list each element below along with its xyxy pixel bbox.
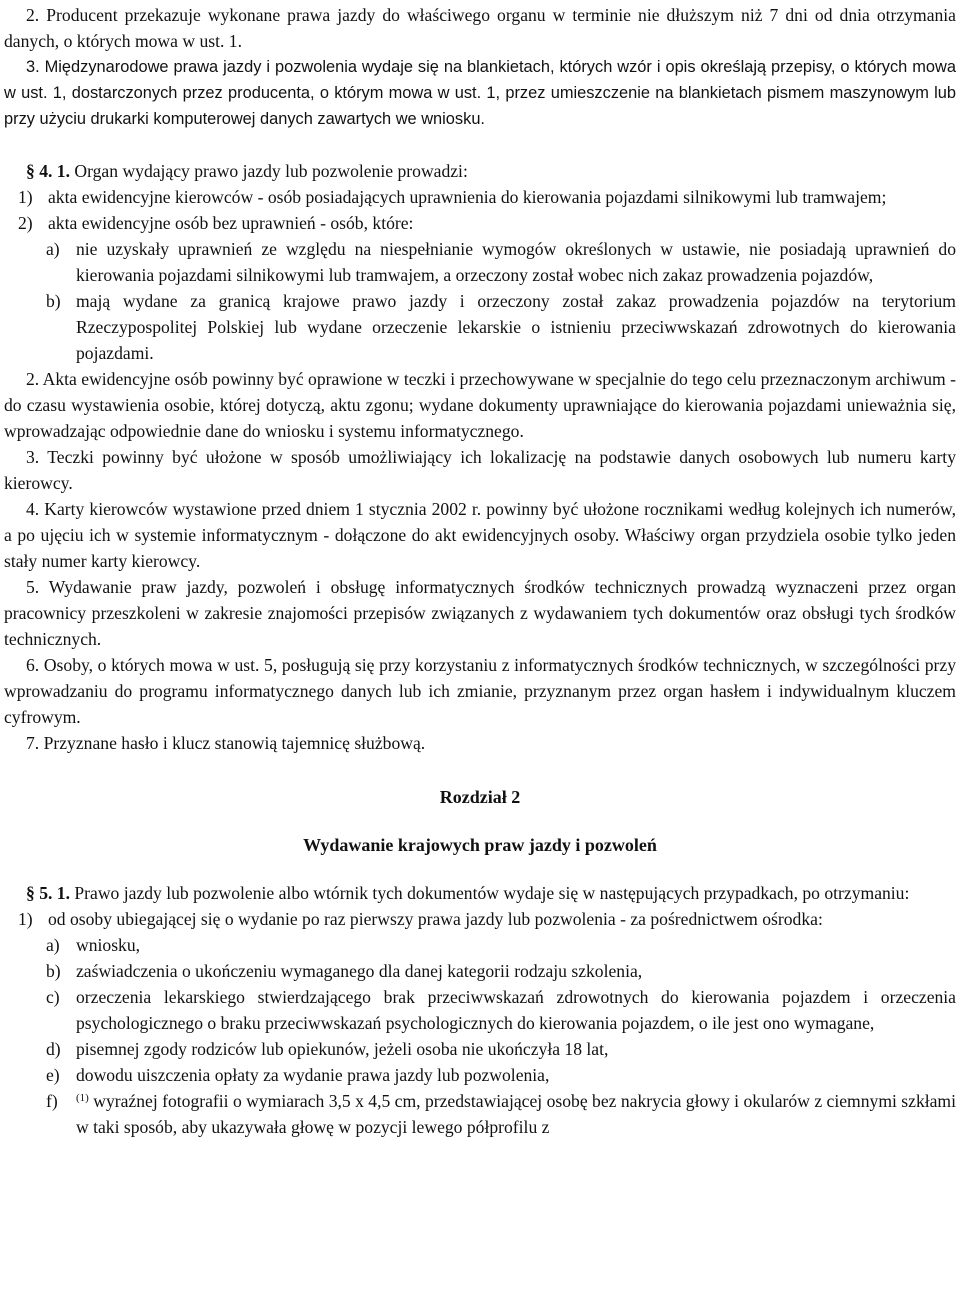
sub-list-item bbox=[46, 958, 956, 984]
sub-list-item-label: d) bbox=[46, 1039, 61, 1059]
paragraph-text: Karty kierowców wystawione przed dniem 1 stycznia 2002 r. powinny być ułożone rocznikami według kolejnych ich numerów, a po ujęciu ich w systemie informatycznym - dołączone do akt ewidencyjnych osoby. Właściwy organ przydziela osobie tylko jeden stały numer karty kierowcy. bbox=[4, 499, 956, 571]
sub-list-item-text: zaświadczenia o ukończeniu wymaganego dla danej kategorii rodzaju szkolenia, bbox=[76, 961, 643, 981]
paragraph-number: 3. bbox=[26, 58, 40, 76]
section-4-paragraph-5 bbox=[4, 574, 956, 652]
paragraph-number: 2. bbox=[26, 5, 40, 25]
sub-list-item-label: b) bbox=[46, 961, 61, 981]
section-4-paragraph-6 bbox=[4, 652, 956, 730]
paragraph-number: 2. bbox=[26, 369, 40, 389]
section-intro-text: Organ wydający prawo jazdy lub pozwolenie prowadzi: bbox=[74, 161, 468, 181]
section-marker: § 5. 1. bbox=[26, 883, 70, 903]
paragraph-2 bbox=[4, 2, 956, 54]
sub-list-item-text: pisemnej zgody rodziców lub opiekunów, jeżeli osoba nie ukończyła 18 lat, bbox=[76, 1039, 609, 1059]
list-item bbox=[18, 906, 956, 932]
sub-list-item-text: mają wydane za granicą krajowe prawo jazdy i orzeczony został zakaz prowadzenia pojazdów na terytorium Rzeczypospolitej Polskiej lub wydane orzeczenie lekarskie o istnieniu przeciwwskazań zdrowotnych do kierowania pojazdami. bbox=[76, 291, 956, 363]
paragraph-3 bbox=[4, 54, 956, 132]
list-item bbox=[18, 210, 956, 236]
section-intro-text: Prawo jazdy lub pozwolenie albo wtórnik tych dokumentów wydaje się w następujących przypadkach, po otrzymaniu: bbox=[74, 883, 910, 903]
section-4-paragraph-7 bbox=[4, 730, 956, 756]
sub-list-item-text: $^{(1)}$ wyraźnej fotografii o wymiarach 3,5 x 4,5 cm, przedstawiającej osobę bez nakrycia głowy i okularów z ciemnymi szkłami w taki sposób, aby ukazywała głowę w pozycji lewego półprofilu z bbox=[76, 1091, 957, 1137]
paragraph-text: Teczki powinny być ułożone w sposób umożliwiający ich lokalizację na podstawie danych osobowych lub numeru karty kierowcy. bbox=[4, 447, 956, 493]
list-item-text: akta ewidencyjne kierowców - osób posiadających uprawnienia do kierowania pojazdami silnikowymi lub tramwajem; bbox=[48, 187, 887, 207]
list-item-label: 1) bbox=[18, 187, 33, 207]
paragraph-number: 4. bbox=[26, 499, 40, 519]
sub-list-item bbox=[46, 932, 956, 958]
sub-list-item bbox=[46, 288, 956, 366]
sub-list-item-label: a) bbox=[46, 239, 60, 259]
paragraph-text: Wydawanie praw jazdy, pozwoleń i obsługę informatycznych środków technicznych prowadzą wyznaczeni przez organ pracownicy przeszkoleni w zakresie znajomości przepisów związanych z wydawaniem tych dokumentów oraz obsługi tych środków technicznych. bbox=[4, 577, 956, 649]
paragraph-number: 7. bbox=[26, 733, 40, 753]
section-marker: § 4. 1. bbox=[26, 161, 70, 181]
section-5-intro bbox=[4, 880, 956, 906]
sub-list-item bbox=[46, 1036, 956, 1062]
sub-list-item-label: f) bbox=[46, 1091, 58, 1111]
sub-list-item-text: nie uzyskały uprawnień ze względu na niespełnianie wymogów określonych w ustawie, nie posiadają uprawnień do kierowania pojazdami silnikowymi lub tramwajem, a orzeczony został wobec nich zakaz prowadzenia pojazdów, bbox=[76, 239, 956, 285]
sub-list-item-text: orzeczenia lekarskiego stwierdzającego brak przeciwwskazań zdrowotnych do kierowania pojazdem i orzeczenia psychologicznego o braku przeciwwskazań psychologicznych do kierowania pojazdem, o ile jest ono wymagane, bbox=[76, 987, 956, 1033]
section-4-paragraph-3 bbox=[4, 444, 956, 496]
section-4-paragraph-4 bbox=[4, 496, 956, 574]
paragraph-number: 6. bbox=[26, 655, 40, 675]
list-item-label: 1) bbox=[18, 909, 33, 929]
sub-list-item-text: dowodu uiszczenia opłaty za wydanie prawa jazdy lub pozwolenia, bbox=[76, 1065, 550, 1085]
sub-list-item-label: b) bbox=[46, 291, 61, 311]
paragraph-text: Osoby, o których mowa w ust. 5, posługują się przy korzystaniu z informatycznych środków technicznych, w szczególności przy wprowadzaniu do programu informatycznego danych lub ich zmianie, przyznanym przez organ hasłem i indywidualnym kluczem cyfrowym. bbox=[4, 655, 956, 727]
footnote-marker[interactable]: (1) bbox=[76, 1092, 89, 1104]
sub-list-item bbox=[46, 236, 956, 288]
list-item-label: 2) bbox=[18, 213, 33, 233]
sub-list-item-label: a) bbox=[46, 935, 60, 955]
paragraph-text: Producent przekazuje wykonane prawa jazdy do właściwego organu w terminie nie dłuższym niż 7 dni od dnia otrzymania danych, o których mowa w ust. 1. bbox=[4, 5, 956, 51]
chapter-title: Wydawanie krajowych praw jazdy i pozwoleń bbox=[303, 835, 657, 855]
sub-list-item bbox=[46, 1088, 956, 1140]
list-item-text: od osoby ubiegającej się o wydanie po raz pierwszy prawa jazdy lub pozwolenia - za pośrednictwem ośrodka: bbox=[48, 909, 823, 929]
sub-list-item bbox=[46, 1062, 956, 1088]
paragraph-number: 5. bbox=[26, 577, 40, 597]
list-item bbox=[18, 184, 956, 210]
paragraph-number: 3. bbox=[26, 447, 40, 467]
sub-list-item-label: c) bbox=[46, 987, 60, 1007]
paragraph-text: Przyznane hasło i klucz stanowią tajemnicę służbową. bbox=[43, 733, 426, 753]
list-item-text: akta ewidencyjne osób bez uprawnień - osób, które: bbox=[48, 213, 414, 233]
sub-list-item-label: e) bbox=[46, 1065, 60, 1085]
section-4-intro bbox=[4, 158, 956, 184]
chapter-heading: Rozdział 2 bbox=[439, 787, 521, 807]
paragraph-text: Akta ewidencyjne osób powinny być oprawione w teczki i przechowywane w specjalnie do tego celu przeznaczonym archiwum - do czasu wystawienia osobie, której dotyczą, aktu zgonu; wydane dokumenty uprawniające do kierowania pojazdami unieważnia się, wprowadzając odpowiednie dane do wniosku i systemu informatycznego. bbox=[4, 369, 956, 441]
sub-list-item-text: wniosku, bbox=[76, 935, 141, 955]
section-4-paragraph-2 bbox=[4, 366, 956, 444]
paragraph-text: Międzynarodowe prawa jazdy i pozwolenia wydaje się na blankietach, których wzór i opis określają przepisy, o których mowa w ust. 1, dostarczonych przez producenta, o którym mowa w ust. 1, przez umieszczenie na blankietach pismem maszynowym lub przy użyciu drukarki komputerowej danych zawartych we wniosku. bbox=[4, 58, 956, 128]
sub-list-item bbox=[46, 984, 956, 1036]
